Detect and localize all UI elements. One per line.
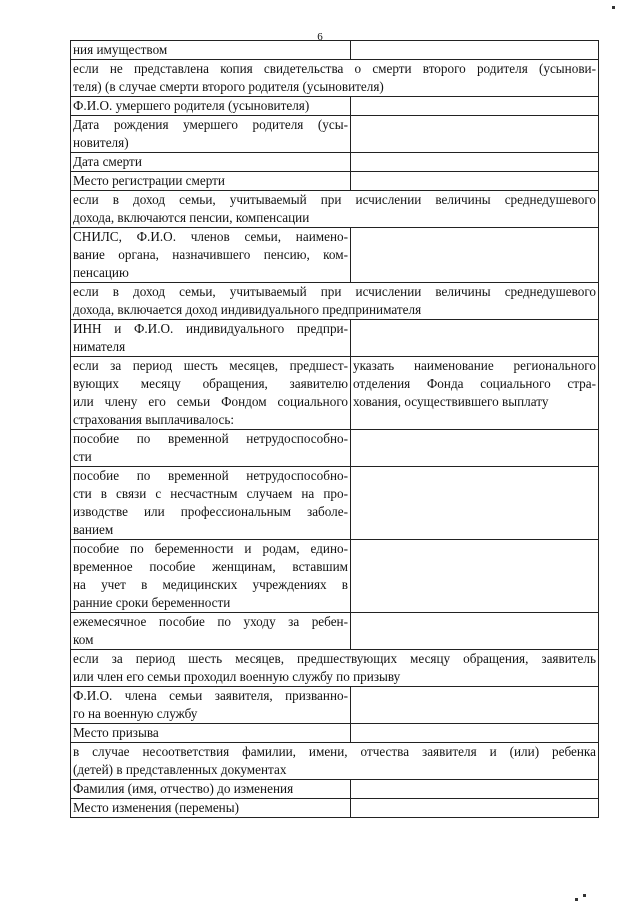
form-field-row: [71, 97, 599, 116]
form-field-row: [71, 430, 599, 467]
form-field-row: [71, 172, 599, 191]
form-field-row: [71, 357, 599, 430]
field-value-cell[interactable]: [351, 172, 599, 191]
text-line: или члену его семьи Фондом социального: [73, 394, 348, 409]
field-label-cell: [71, 613, 351, 650]
section-heading-cell: [71, 60, 599, 97]
text-line: Ф.И.О. умершего родителя (усыновителя): [73, 98, 310, 113]
section-heading-cell: [71, 743, 599, 780]
text-line: (детей) в представленных документах: [73, 762, 287, 777]
text-line: в случае несоответствия фамилии, имени, отчества заявителя и (или) ребенка: [73, 744, 596, 759]
text-line: пособие по беременности и родам, едино-: [73, 541, 348, 556]
field-label-cell: [71, 320, 351, 357]
section-heading-row: [71, 743, 599, 780]
form-field-row: [71, 153, 599, 172]
field-value-cell[interactable]: [351, 540, 599, 613]
text-line: ИНН и Ф.И.О. индивидуального предпри-: [73, 321, 348, 336]
text-line: дохода, включаются пенсии, компенсации: [73, 210, 310, 225]
text-line: если не представлена копия свидетельства о смерти второго родителя (усынови-: [73, 61, 596, 76]
text-line: новителя): [73, 135, 129, 150]
text-line: если за период шесть месяцев, предшествующих месяцу обращения, заявитель: [73, 651, 596, 666]
text-line: Ф.И.О. члена семьи заявителя, призванно-: [73, 688, 348, 703]
text-line: Место регистрации смерти: [73, 173, 225, 188]
text-line: Дата смерти: [73, 154, 142, 169]
field-label-cell: [71, 153, 351, 172]
text-line: вание органа, назначившего пенсию, ком-: [73, 247, 348, 262]
field-value-cell[interactable]: [351, 320, 599, 357]
field-value-cell[interactable]: [351, 724, 599, 743]
text-line: отделения Фонда социального стра-: [353, 376, 596, 391]
text-line: нимателя: [73, 339, 126, 354]
field-value-cell[interactable]: [351, 228, 599, 283]
text-line: пенсацию: [73, 265, 129, 280]
text-line: Дата рождения умершего родителя (усы-: [73, 117, 348, 132]
field-value-cell[interactable]: [351, 799, 599, 818]
text-line: или член его семьи проходил военную службу по призыву: [73, 669, 401, 684]
text-line: пособие по временной нетрудоспособно-: [73, 431, 348, 446]
form-field-row: [71, 724, 599, 743]
field-note-cell: [351, 357, 599, 430]
text-line: вующих месяцу обращения, заявителю: [73, 376, 348, 391]
section-heading-cell: [71, 283, 599, 320]
text-line: указать наименование регионального: [353, 358, 596, 373]
field-label-cell: [71, 799, 351, 818]
form-field-row: [71, 320, 599, 357]
text-line: хования, осуществившего выплату: [353, 394, 549, 409]
text-line: ком: [73, 632, 94, 647]
field-value-cell[interactable]: [351, 467, 599, 540]
form-field-row: [71, 41, 599, 60]
field-value-cell[interactable]: [351, 153, 599, 172]
text-line: страхования выплачивалось:: [73, 412, 235, 427]
text-line: если за период шесть месяцев, предшест-: [73, 358, 348, 373]
form-field-row: [71, 228, 599, 283]
section-heading-row: [71, 191, 599, 228]
section-heading-cell: [71, 191, 599, 228]
text-line: Место изменения (перемены): [73, 800, 239, 815]
form-field-row: [71, 613, 599, 650]
field-label-cell: [71, 41, 351, 60]
field-label-cell: [71, 467, 351, 540]
form-field-row: [71, 799, 599, 818]
field-label-cell: [71, 97, 351, 116]
text-line: на учет в медицинских учреждениях в: [73, 577, 348, 592]
text-line: пособие по временной нетрудоспособно-: [73, 468, 348, 483]
text-line: теля) (в случае смерти второго родителя (усыновителя): [73, 79, 384, 94]
field-value-cell[interactable]: [351, 97, 599, 116]
field-value-cell[interactable]: [351, 116, 599, 153]
text-line: ния имуществом: [73, 42, 168, 57]
application-form-table: [70, 40, 599, 818]
section-heading-row: [71, 650, 599, 687]
field-label-cell: [71, 724, 351, 743]
field-label-cell: [71, 357, 351, 430]
text-line: Фамилия (имя, отчество) до изменения: [73, 781, 294, 796]
field-label-cell: [71, 540, 351, 613]
form-field-row: [71, 687, 599, 724]
scan-mark-bottom-right: [575, 898, 578, 901]
field-label-cell: [71, 228, 351, 283]
field-label-cell: [71, 430, 351, 467]
scan-mark-top-right: [612, 6, 615, 9]
section-heading-row: [71, 60, 599, 97]
page-number: 6: [317, 31, 323, 43]
text-line: го на военную службу: [73, 706, 198, 721]
field-label-cell: [71, 172, 351, 191]
text-line: изводстве или профессиональным заболе-: [73, 504, 348, 519]
text-line: СНИЛС, Ф.И.О. членов семьи, наимено-: [73, 229, 348, 244]
text-line: сти в связи с несчастным случаем на про-: [73, 486, 348, 501]
field-label-cell: [71, 687, 351, 724]
text-line: если в доход семьи, учитываемый при исчислении величины среднедушевого: [73, 284, 596, 299]
field-value-cell[interactable]: [351, 687, 599, 724]
text-line: ванием: [73, 522, 114, 537]
text-line: Место призыва: [73, 725, 159, 740]
field-label-cell: [71, 116, 351, 153]
text-line: дохода, включается доход индивидуального предпринимателя: [73, 302, 422, 317]
form-field-row: [71, 540, 599, 613]
field-value-cell[interactable]: [351, 780, 599, 799]
field-value-cell[interactable]: [351, 41, 599, 60]
text-line: ежемесячное пособие по уходу за ребен-: [73, 614, 348, 629]
form-field-row: [71, 780, 599, 799]
field-value-cell[interactable]: [351, 430, 599, 467]
text-line: временное пособие женщинам, вставшим: [73, 559, 348, 574]
form-field-row: [71, 467, 599, 540]
scan-mark-bottom-right-2: [583, 894, 586, 897]
form-field-row: [71, 116, 599, 153]
text-line: если в доход семьи, учитываемый при исчислении величины среднедушевого: [73, 192, 596, 207]
text-line: сти: [73, 449, 92, 464]
section-heading-cell: [71, 650, 599, 687]
field-value-cell[interactable]: [351, 613, 599, 650]
form-table-body: [71, 41, 599, 818]
text-line: ранние сроки беременности: [73, 595, 231, 610]
field-label-cell: [71, 780, 351, 799]
section-heading-row: [71, 283, 599, 320]
